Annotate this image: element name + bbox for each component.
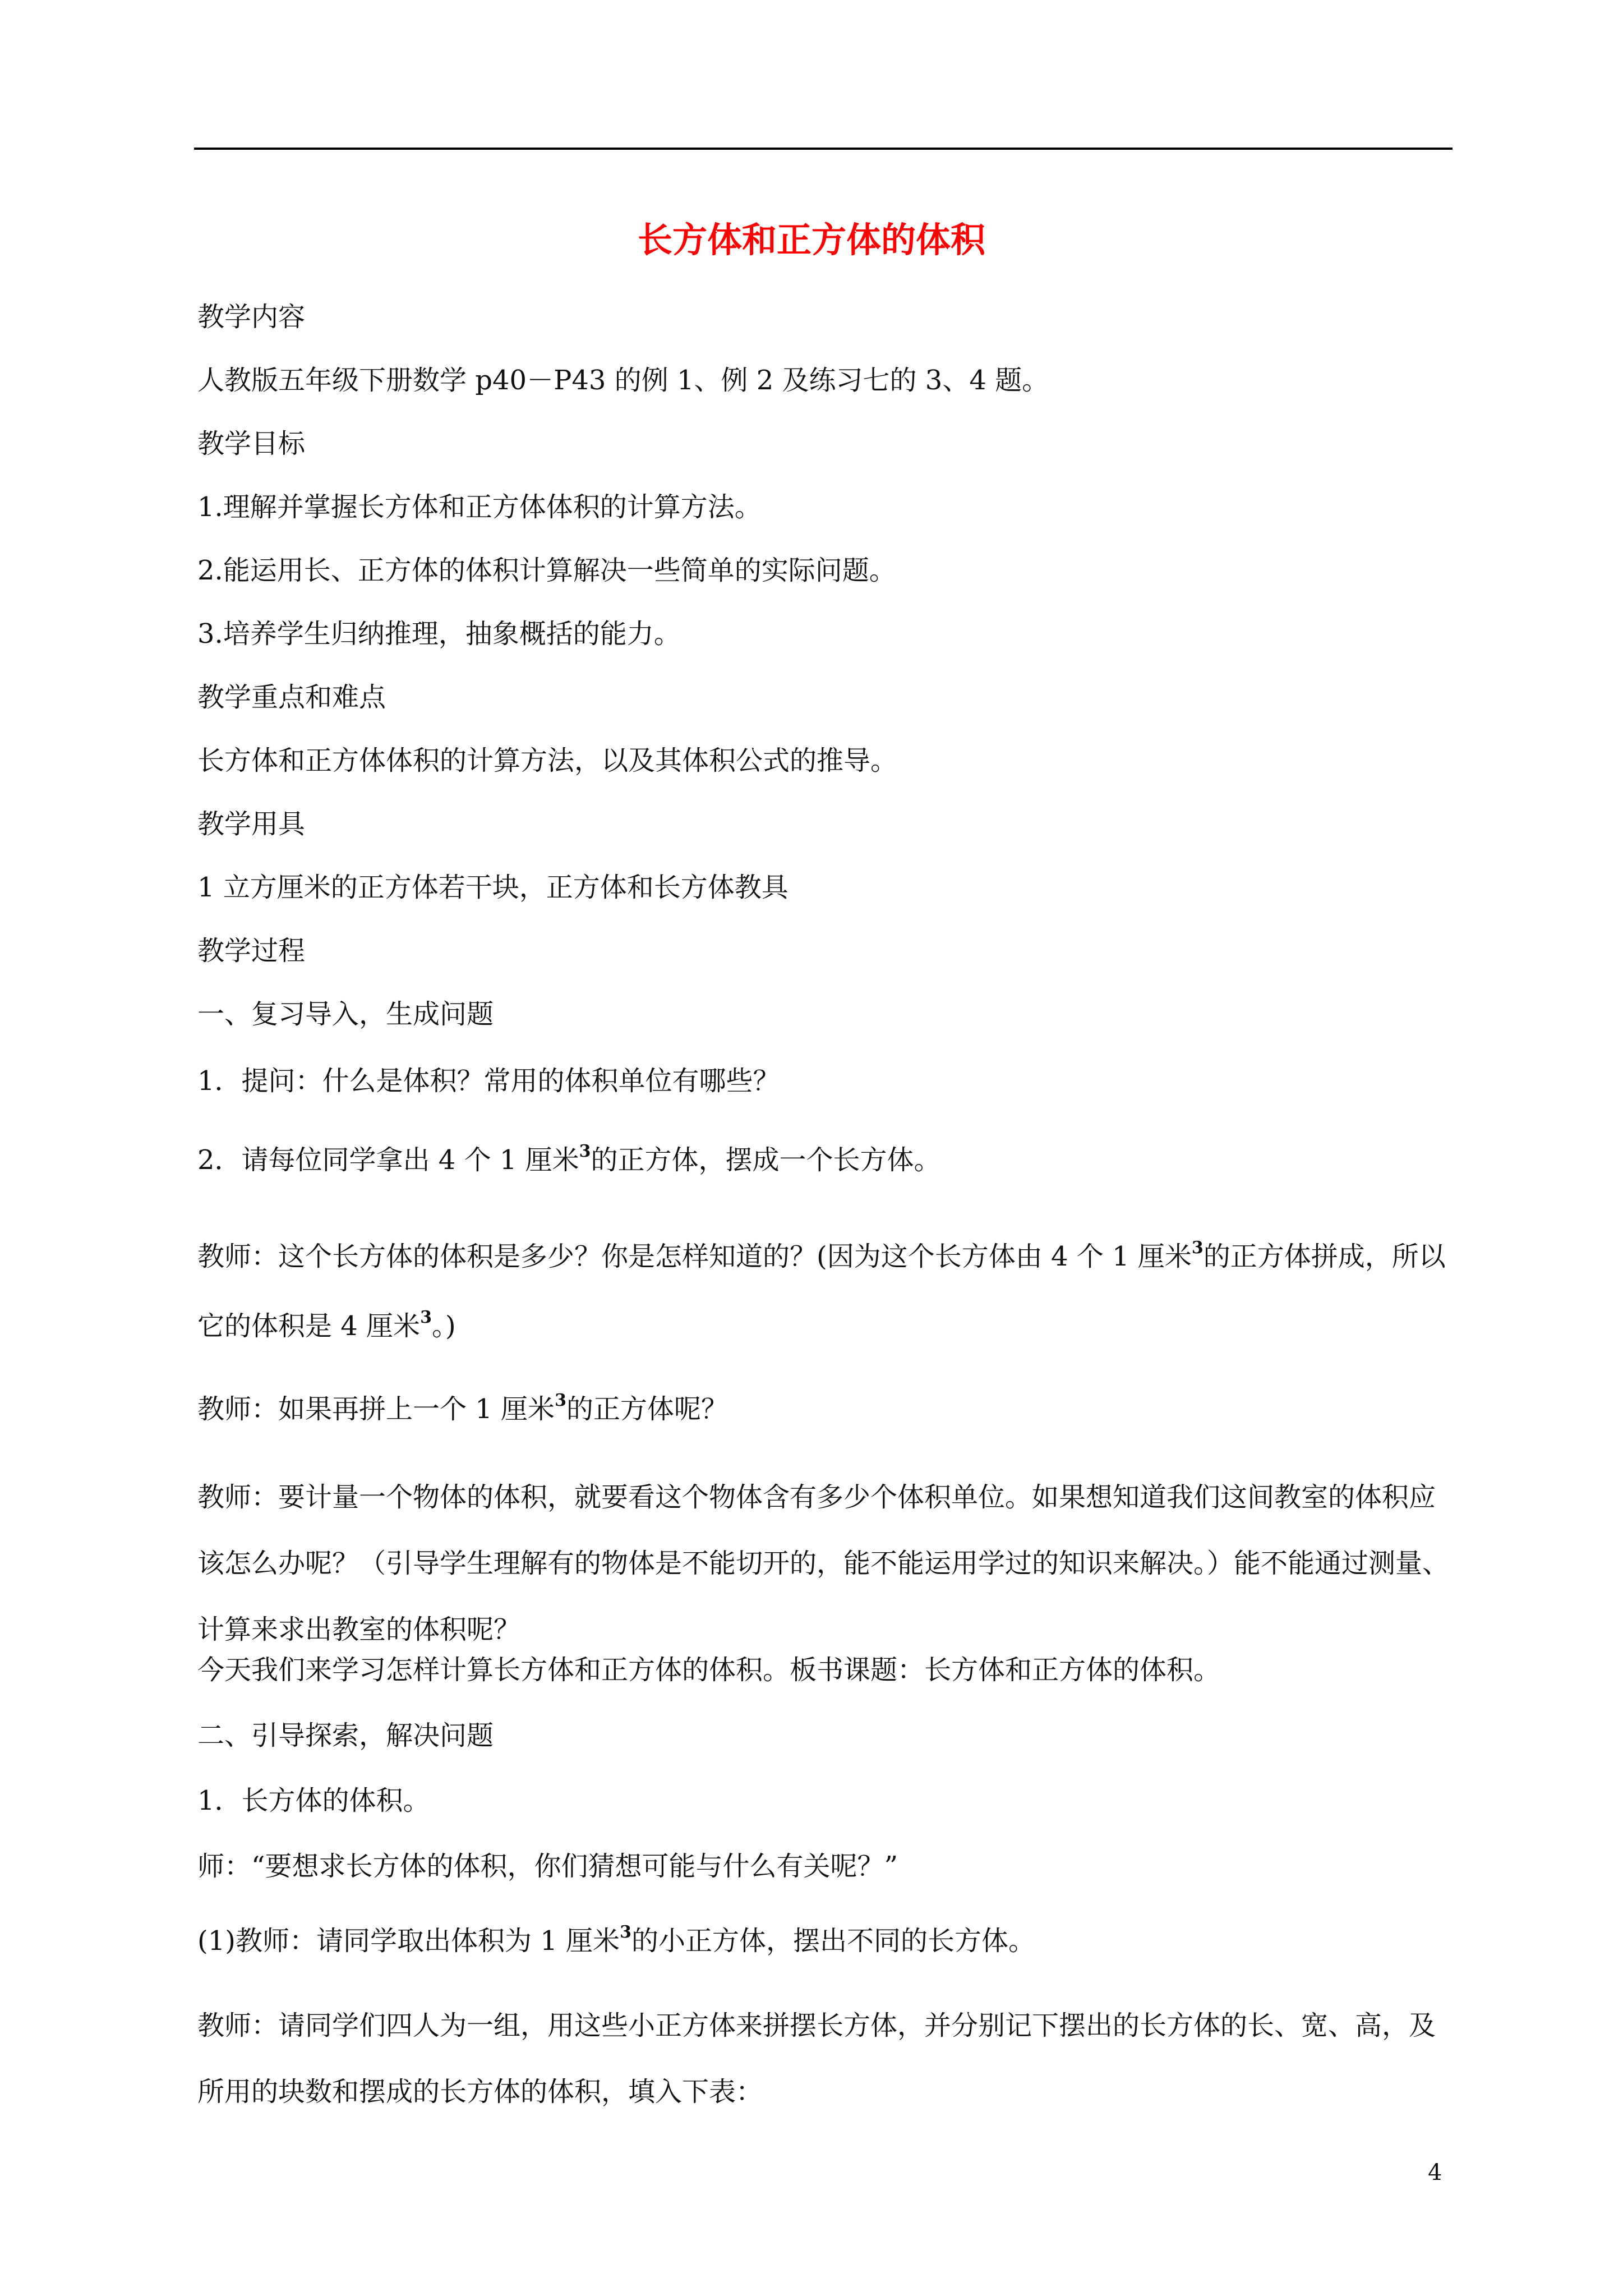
teacher-paragraph-1-text-mid: 的正方体拼成，所以它的体积是 4 厘米 [197,1241,1446,1342]
page-title: 长方体和正方体的体积 [637,219,985,260]
teacher-paragraph-3: 教师：要计量一个物体的体积，就要看这个物体含有多少个体积单位。如果想知道我们这间教室的体积应该怎么办呢？（引导学生理解有的物体是不能切开的，能不能运用学过的知识来解决。）能不能通过测量、计算来求出教室的体积呢？ [197,1481,1450,1645]
tools-text: 1 立方厘米的正方体若干块，正方体和长方体教具 [197,872,789,903]
superscript: 3 [1191,1238,1204,1258]
superscript: 3 [579,1142,591,1161]
page-number: 4 [1428,2160,1442,2185]
process-heading: 教学过程 [197,935,306,967]
superscript: 3 [555,1391,566,1410]
keypoints-heading: 教学重点和难点 [197,682,386,713]
keypoints-text: 长方体和正方体体积的计算方法，以及其体积公式的推导。 [197,745,898,776]
part2-heading: 二、引导探索，解决问题 [197,1720,494,1751]
step-1-text-end: 的小正方体，摆出不同的长方体。 [631,1925,1035,1957]
objective-2: 2.能运用长、正方体的体积计算解决一些简单的实际问题。 [197,555,896,586]
superscript: 3 [620,1922,631,1942]
objectives-heading: 教学目标 [197,428,306,459]
step-1-text: (1)教师：请同学取出体积为 1 厘米 [197,1925,620,1957]
today-paragraph: 今天我们来学习怎样计算长方体和正方体的体积。板书课题：长方体和正方体的体积。 [197,1654,1221,1686]
question-1: 1．提问：什么是体积？常用的体积单位有哪些？ [197,1065,780,1097]
item-1: 1．长方体的体积。 [197,1785,430,1816]
teacher-paragraph-1-text-end: 。) [431,1310,456,1342]
teacher-question: 师：“要想求长方体的体积，你们猜想可能与什么有关呢？” [197,1851,898,1882]
content-text: 人教版五年级下册数学 p40－P43 的例 1、例 2 及练习七的 3、4 题。 [197,365,1049,396]
question-2 [197,1142,941,1178]
teacher-paragraph-1-text: 教师：这个长方体的体积是多少？你是怎样知道的？(因为这个长方体由 4 个 1 厘米 [197,1241,1192,1272]
question-2-text: 2．请每位同学拿出 4 个 1 厘米 [197,1144,579,1176]
objective-1: 1.理解并掌握长方体和正方体体积的计算方法。 [197,491,762,523]
teacher-paragraph-1 [197,1222,1454,1361]
question-2-text-end: 的正方体，摆成一个长方体。 [591,1144,941,1176]
tools-heading: 教学用具 [197,808,306,840]
step-1 [197,1923,1035,1959]
objective-3: 3.培养学生归纳推理，抽象概括的能力。 [197,618,681,650]
teacher-paragraph-2-text-end: 的正方体呢？ [566,1393,728,1425]
part1-heading: 一、复习导入，生成问题 [197,999,494,1030]
teacher-paragraph-2 [197,1391,728,1427]
superscript: 3 [420,1308,432,1327]
teacher-paragraph-2-text: 教师：如果再拼上一个 1 厘米 [197,1393,555,1425]
header-rule [194,148,1453,150]
content-heading: 教学内容 [197,301,306,333]
step-1-group-instruction: 教师：请同学们四人为一组，用这些小正方体来拼摆长方体，并分别记下摆出的长方体的长、宽、高，及所用的块数和摆成的长方体的体积，填入下表： [197,2010,1436,2108]
